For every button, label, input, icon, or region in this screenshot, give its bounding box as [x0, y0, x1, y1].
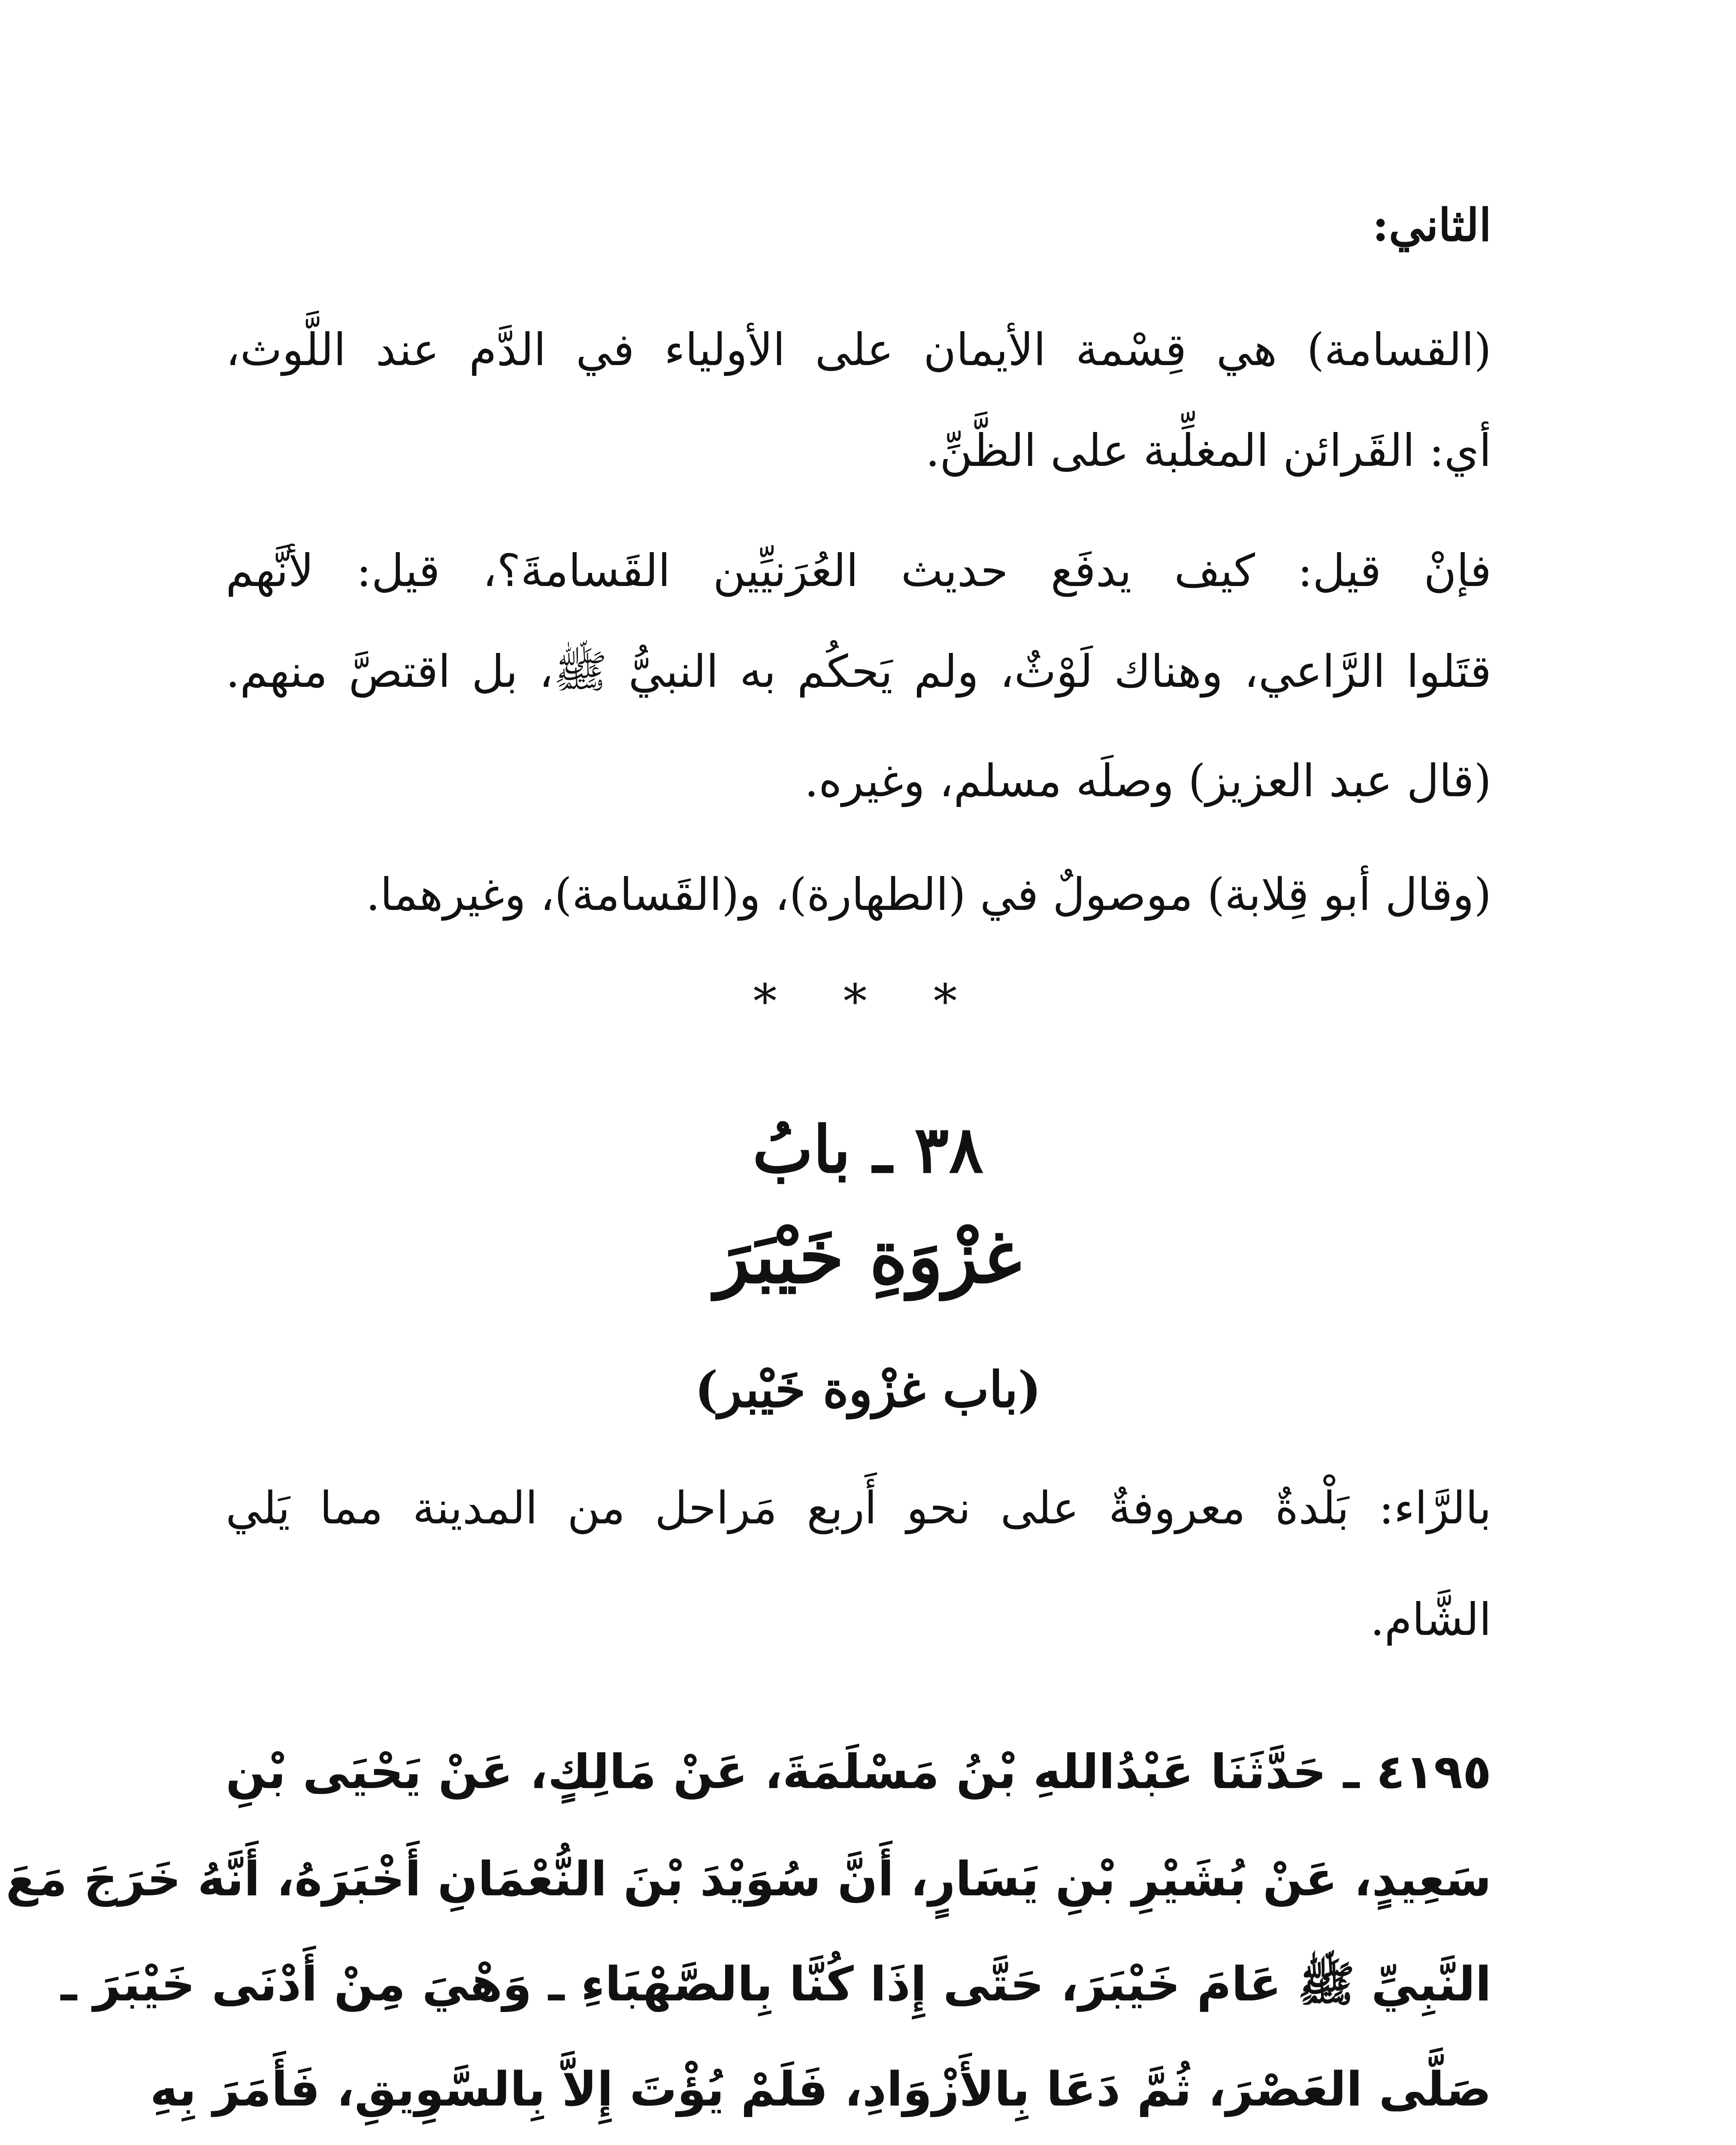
hadith-line: صَلَّى العَصْرَ، ثُمَّ دَعَا بِالأَزْوَادِ، فَلَمْ يُؤْتَ إِلاَّ بِالسَّوِيقِ، فَأَمَرَ بِهِ [150, 2062, 1491, 2117]
commentary-line: قتَلوا الرَّاعي، وهناك لَوْثٌ، ولم يَحكُم به النبيُّ ﷺ، بل اقتصَّ منهم. [226, 645, 1491, 698]
chapter-intro-line: بالرَّاء: بَلْدةٌ معروفةٌ على نحو أَربع مَراحل من المدينة مما يَلي [226, 1482, 1491, 1534]
chapter-subtitle: (باب غزْوة خَيْبر) [695, 1361, 1041, 1419]
hadith-line: النَّبِيِّ ﷺ عَامَ خَيْبَرَ، حَتَّى إِذَا كُنَّا بِالصَّهْبَاءِ ـ وَهْيَ مِنْ أَدْنَى خَيْبَرَ ـ [60, 1957, 1491, 2012]
chapter-intro-line: الشَّام. [1370, 1593, 1491, 1646]
hadith-line: ٤١٩٥ ـ حَدَّثَنَا عَبْدُاللهِ بْنُ مَسْلَمَةَ، عَنْ مَالِكٍ، عَنْ يَحْيَى بْنِ [226, 1744, 1491, 1799]
commentary-line: (قال عبد العزيز) وصلَه مسلم، وغيره. [804, 755, 1491, 807]
section-separator: * * * [753, 974, 983, 1029]
commentary-line: (وقال أبو قِلابة) موصولٌ في (الطهارة)، و(القَسامة)، وغيرهما. [366, 868, 1491, 921]
commentary-line: أي: القَرائن المغلِّبة على الظَّنِّ. [925, 424, 1491, 477]
commentary-heading: الثاني: [1372, 199, 1491, 251]
commentary-line: (القسامة) هي قِسْمة الأيمان على الأولياء في الدَّم عند اللَّوث، [226, 323, 1491, 376]
hadith-line: سَعِيدٍ، عَنْ بُشَيْرِ بْنِ يَسَارٍ، أَنَّ سُوَيْدَ بْنَ النُّعْمَانِ أَخْبَرَهُ، أَنَّهُ خَرَجَ مَعَ [6, 1852, 1491, 1906]
commentary-line: فإنْ قيل: كيف يدفَع حديث العُرَنيِّين القَسامةَ؟، قيل: لأنَّهم [226, 544, 1491, 597]
chapter-title: غزْوَةِ خَيْبَرَ [714, 1214, 1022, 1300]
chapter-number: ٣٨ ـ بابُ [752, 1112, 984, 1187]
